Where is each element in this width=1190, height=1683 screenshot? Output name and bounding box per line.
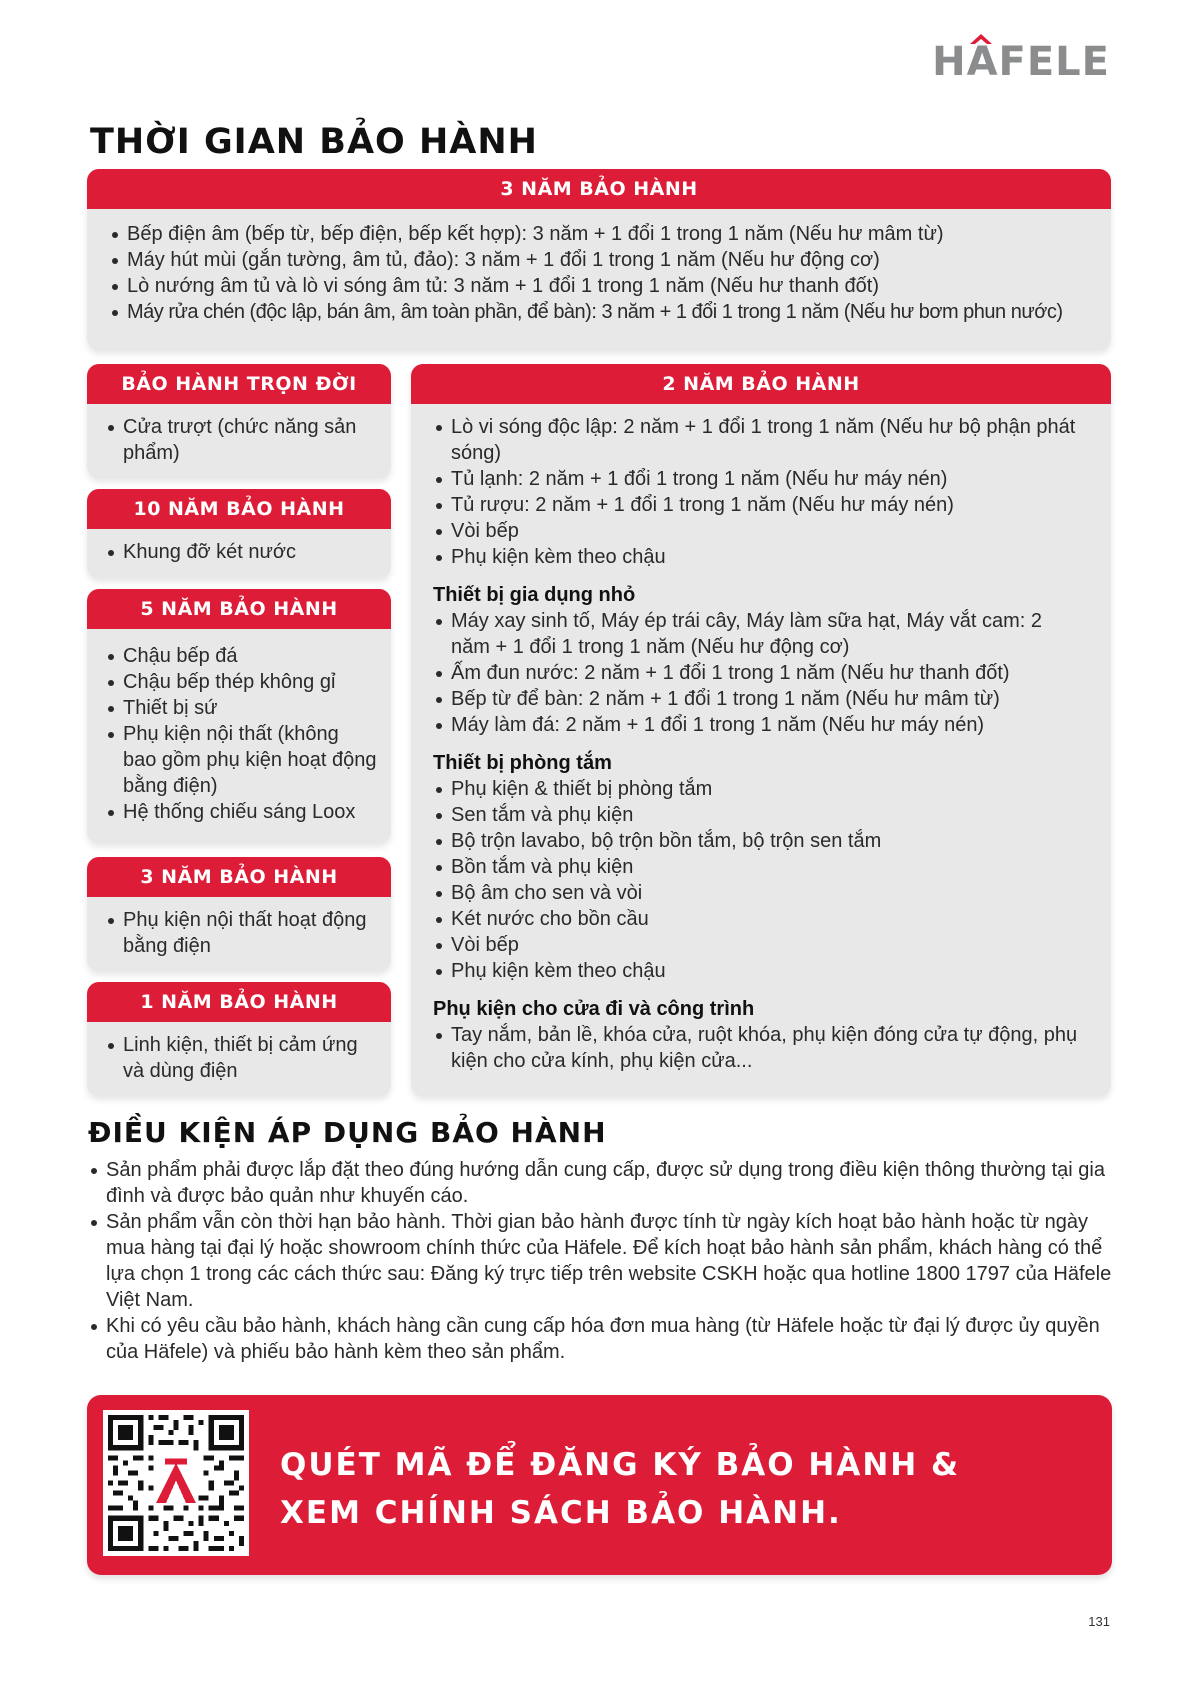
list-item: Phụ kiện kèm theo chậu	[433, 544, 1085, 570]
door-hardware-heading: Phụ kiện cho cửa đi và công trình	[433, 998, 755, 1020]
list-item: Linh kiện, thiết bị cảm ứng và dùng điện	[105, 1032, 377, 1084]
warranty-list	[105, 1032, 377, 1084]
list-item: Vòi bếp	[433, 518, 1085, 544]
list-item: Thiết bị sứ	[105, 695, 377, 721]
card-2-year-warranty	[411, 364, 1111, 1096]
list-item: Máy rửa chén (độc lập, bán âm, âm toàn phần, để bàn): 3 năm + 1 đổi 1 trong 1 năm (Nếu hư bơm phun nước)	[109, 299, 1097, 325]
warranty-list	[105, 414, 377, 466]
qr-banner	[87, 1395, 1112, 1575]
card-header: 3 NĂM BẢO HÀNH	[87, 169, 1111, 209]
warranty-list	[109, 221, 1097, 325]
warranty-list	[433, 414, 1085, 570]
bathroom-list	[433, 776, 1085, 984]
banner-text	[280, 1441, 960, 1537]
list-item: Sản phẩm phải được lắp đặt theo đúng hướng dẫn cung cấp, được sử dụng trong điều kiện thông thường tại gia đình và được bảo quản như khuyến cáo.	[88, 1157, 1118, 1209]
card-header: 10 NĂM BẢO HÀNH	[87, 489, 391, 529]
page-number: 131	[1088, 1614, 1110, 1629]
conditions-title: ĐIỀU KIỆN ÁP DỤNG BẢO HÀNH	[88, 1116, 607, 1149]
list-item: Lò nướng âm tủ và lò vi sóng âm tủ: 3 năm + 1 đổi 1 trong 1 năm (Nếu hư thanh đốt)	[109, 273, 1097, 299]
card-lifetime-warranty	[87, 364, 391, 478]
logo-accent-icon	[970, 34, 992, 44]
list-item: Chậu bếp thép không gỉ	[105, 669, 377, 695]
list-item: Khi có yêu cầu bảo hành, khách hàng cần cung cấp hóa đơn mua hàng (từ Häfele hoặc từ đại lý được ủy quyền của Häfele) và phiếu bảo hành kèm theo sản phẩm.	[88, 1313, 1118, 1365]
list-item: Ấm đun nước: 2 năm + 1 đổi 1 trong 1 năm (Nếu hư thanh đốt)	[433, 660, 1085, 686]
banner-line-2: XEM CHÍNH SÁCH BẢO HÀNH.	[280, 1495, 842, 1531]
banner-line-1: QUÉT MÃ ĐỂ ĐĂNG KÝ BẢO HÀNH &	[280, 1447, 961, 1483]
list-item: Chậu bếp đá	[105, 643, 377, 669]
qr-code-icon[interactable]	[103, 1410, 249, 1556]
list-item: Phụ kiện nội thất hoạt động bằng điện	[105, 907, 377, 959]
card-3-year-warranty-major	[87, 169, 1111, 350]
list-item: Máy làm đá: 2 năm + 1 đổi 1 trong 1 năm (Nếu hư máy nén)	[433, 712, 1085, 738]
list-item: Cửa trượt (chức năng sản phẩm)	[105, 414, 377, 466]
list-item: Bồn tắm và phụ kiện	[433, 854, 1085, 880]
bathroom-heading: Thiết bị phòng tắm	[433, 752, 612, 774]
card-5-year-warranty	[87, 589, 391, 843]
warranty-list	[105, 643, 377, 825]
list-item: Két nước cho bồn cầu	[433, 906, 1085, 932]
list-item: Vòi bếp	[433, 932, 1085, 958]
list-item: Bộ trộn lavabo, bộ trộn bồn tắm, bộ trộn sen tắm	[433, 828, 1085, 854]
small-appliances-heading: Thiết bị gia dụng nhỏ	[433, 584, 636, 606]
card-1-year-warranty	[87, 982, 391, 1096]
door-hardware-list	[433, 1022, 1085, 1074]
list-item: Tủ lạnh: 2 năm + 1 đổi 1 trong 1 năm (Nếu hư máy nén)	[433, 466, 1085, 492]
list-item: Phụ kiện nội thất (không bao gồm phụ kiện hoạt động bằng điện)	[105, 721, 377, 799]
list-item: Sản phẩm vẫn còn thời hạn bảo hành. Thời gian bảo hành được tính từ ngày kích hoạt bảo hành hoặc từ ngày mua hàng tại đại lý hoặc showroom chính thức của Häfele. Để kích hoạt bảo hành sản phẩm, khách hàng có thể lựa chọn 1 trong các cách thức sau: Đăng ký trực tiếp trên website CSKH hoặc qua hotline 1800 1797 của Häfele Việt Nam.	[88, 1209, 1118, 1313]
card-header: 3 NĂM BẢO HÀNH	[87, 857, 391, 897]
list-item: Lò vi sóng độc lập: 2 năm + 1 đổi 1 trong 1 năm (Nếu hư bộ phận phát sóng)	[433, 414, 1085, 466]
card-header: 5 NĂM BẢO HÀNH	[87, 589, 391, 629]
brand-logo	[932, 39, 1110, 85]
warranty-list	[105, 539, 377, 565]
page-title: THỜI GIAN BẢO HÀNH	[90, 122, 538, 162]
card-header: BẢO HÀNH TRỌN ĐỜI	[87, 364, 391, 404]
list-item: Máy xay sinh tố, Máy ép trái cây, Máy làm sữa hạt, Máy vắt cam: 2 năm + 1 đổi 1 trong 1 năm (Nếu hư động cơ)	[433, 608, 1085, 660]
list-item: Phụ kiện & thiết bị phòng tắm	[433, 776, 1085, 802]
list-item: Sen tắm và phụ kiện	[433, 802, 1085, 828]
card-header: 2 NĂM BẢO HÀNH	[411, 364, 1111, 404]
list-item: Bếp từ để bàn: 2 năm + 1 đổi 1 trong 1 năm (Nếu hư mâm từ)	[433, 686, 1085, 712]
list-item: Bộ âm cho sen và vòi	[433, 880, 1085, 906]
warranty-list	[105, 907, 377, 959]
list-item: Phụ kiện kèm theo chậu	[433, 958, 1085, 984]
list-item: Tay nắm, bản lề, khóa cửa, ruột khóa, phụ kiện đóng cửa tự động, phụ kiện cho cửa kính, phụ kiện cửa...	[433, 1022, 1085, 1074]
conditions-list	[88, 1157, 1118, 1365]
card-header: 1 NĂM BẢO HÀNH	[87, 982, 391, 1022]
list-item: Bếp điện âm (bếp từ, bếp điện, bếp kết hợp): 3 năm + 1 đổi 1 trong 1 năm (Nếu hư mâm từ)	[109, 221, 1097, 247]
small-appliances-list	[433, 608, 1085, 738]
list-item: Máy hút mùi (gắn tường, âm tủ, đảo): 3 năm + 1 đổi 1 trong 1 năm (Nếu hư động cơ)	[109, 247, 1097, 273]
card-10-year-warranty	[87, 489, 391, 578]
card-3-year-warranty-furniture	[87, 857, 391, 971]
list-item: Khung đỡ két nước	[105, 539, 377, 565]
brand-name: HAFELE	[932, 39, 1110, 85]
list-item: Hệ thống chiếu sáng Loox	[105, 799, 377, 825]
list-item: Tủ rượu: 2 năm + 1 đổi 1 trong 1 năm (Nếu hư máy nén)	[433, 492, 1085, 518]
